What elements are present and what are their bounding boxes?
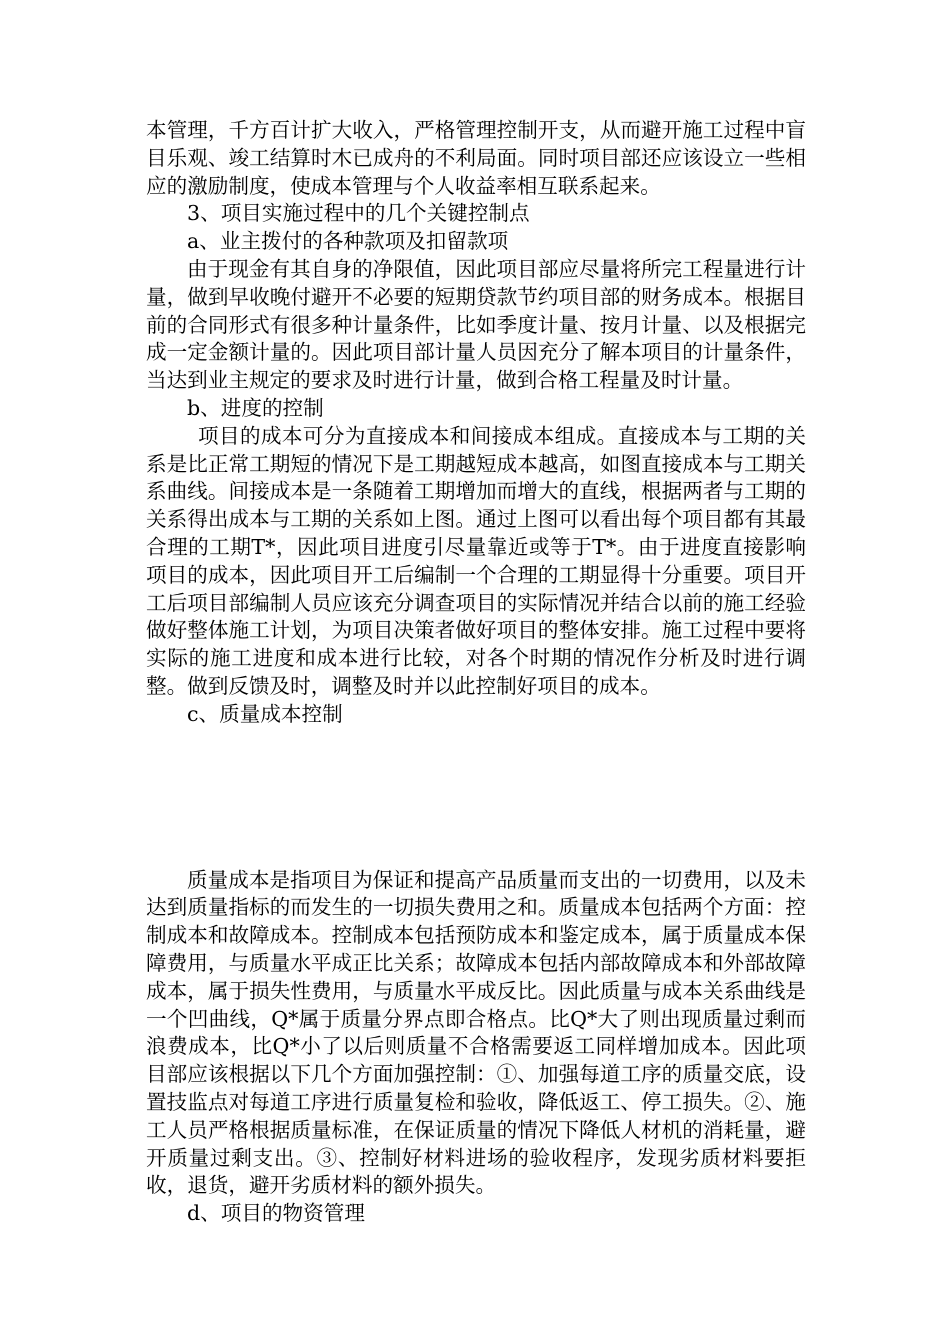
subheading-owner-payments: a、业主拨付的各种款项及扣留款项 — [187, 229, 509, 254]
subheading-material-management: d、项目的物资管理 — [187, 1201, 365, 1226]
document-body — [146, 117, 806, 1228]
paragraph-quality-cost: 质量成本是指项目为保证和提高产品质量而支出的一切费用，以及未达到质量指标的而发生的一切损失费用之和。质量成本包括两个方面：控制成本和故障成本。控制成本包括预防成本和鉴定成本，属于质量成本保障费用，与质量水平成正比关系；故障成本包括内部故障成本和外部故障成本，属于损失性费用，与质量水平成反比。因此质量与成本关系曲线是一个凹曲线，Q*属于质量分界点即合格点。比Q*大了则出现质量过剩而浪费成本，比Q*小了以后则质量不合格需要返工同样增加成本。因此项目部应该根据以下几个方面加强控制：①、加强每道工序的质量交底，设置技监点对每道工序进行质量复检和验收，降低返工、停工损失。②、施工人员严格根据质量标准，在保证质量的情况下降低人材机的消耗量，避开质量过剩支出。③、控制好材料进场的验收程序，发现劣质材料要拒收，退货，避开劣质材料的额外损失。 — [146, 867, 806, 1198]
subheading-schedule-control: b、进度的控制 — [187, 395, 324, 420]
figure-space — [146, 729, 806, 867]
paragraph-cost-management-end: 本管理，千方百计扩大收入，严格管理控制开支，从而避开施工过程中盲目乐观、竣工结算时木已成舟的不利局面。同时项目部还应该设立一些相应的激励制度，使成本管理与个人收益率相互联系起来。 — [146, 118, 806, 198]
paragraph-owner-payments: 由于现金有其自身的净限值，因此项目部应尽量将所完工程量进行计量，做到早收晚付避开不必要的短期贷款节约项目部的财务成本。根据目前的合同形式有很多种计量条件，比如季度计量、按月计量、以及根据完成一定金额计量的。因此项目部计量人员因充分了解本项目的计量条件，当达到业主规定的要求及时进行计量，做到合格工程量及时计量。 — [146, 256, 806, 393]
subheading-quality-cost: c、质量成本控制 — [187, 701, 343, 726]
paragraph-schedule-control: 项目的成本可分为直接成本和间接成本组成。直接成本与工期的关系是比正常工期短的情况下是工期越短成本越高，如图直接成本与工期关系曲线。间接成本是一条随着工期增加而增大的直线，根据两者与工期的关系得出成本与工期的关系如上图。通过上图可以看出每个项目都有其最合理的工期T*，因此项目进度引尽量靠近或等于T*。由于进度直接影响项目的成本，因此项目开工后编制一个合理的工期显得十分重要。项目开工后项目部编制人员应该充分调查项目的实际情况并结合以前的施工经验做好整体施工计划，为项目决策者做好项目的整体安排。施工过程中要将实际的施工进度和成本进行比较，对各个时期的情况作分析及时进行调整。做到反馈及时，调整及时并以此控制好项目的成本。 — [146, 423, 806, 698]
heading-key-control-points: 3、项目实施过程中的几个关键控制点 — [187, 201, 530, 226]
